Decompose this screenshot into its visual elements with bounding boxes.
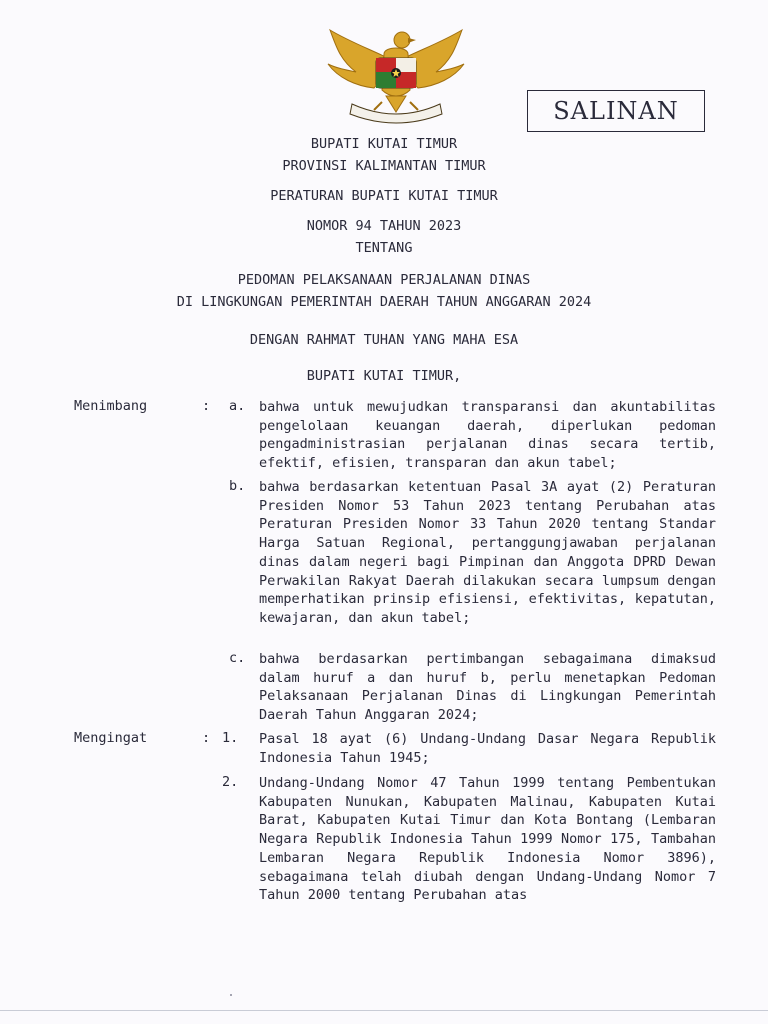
scan-speck <box>230 994 232 996</box>
menimbang-item-b: bahwa berdasarkan ketentuan Pasal 3A ayat (2) Peraturan Presiden Nomor 53 Tahun 2023 tentang Perubahan atas Peraturan Presiden Nomor 33 Tahun 2020 tentang Standar Harga Satuan Regional, pertanggungjawaban perjalanan dinas dalam negeri bagi Pimpinan dan Anggota DPRD Dewan Perwakilan Rakyat Daerah dilakukan secara lumpsum dengan memperhatikan prinsip efisiensi, efektivitas, kepatutan, kewajaran, dan akun tabel; <box>259 479 716 626</box>
mengingat-label: Mengingat <box>74 730 148 746</box>
regulation-tentang: TENTANG <box>355 240 413 256</box>
mengingat-colon: : <box>202 730 211 746</box>
menimbang-item-a: bahwa untuk mewujudkan transparansi dan akuntabilitas pengelolaan keuangan daerah, diperlukan pedoman pengadministrasian perjalanan dinas secara tertib, efektif, efisien, transparan dan akun tabel; <box>259 399 716 472</box>
menimbang-item-c: bahwa berdasarkan pertimbangan sebagaimana dimaksud dalam huruf a dan huruf b, perlu menetapkan Pedoman Pelaksanaan Perjalanan Dinas di Lingkungan Pemerintah Daerah Tahun Anggaran 2024; <box>259 651 716 724</box>
official-title: BUPATI KUTAI TIMUR, <box>306 368 462 384</box>
menimbang-marker-b: b. <box>229 478 246 494</box>
menimbang-label: Menimbang <box>74 398 148 414</box>
regulation-subject-line1: PEDOMAN PELAKSANAAN PERJALANAN DINAS <box>237 272 531 288</box>
regulation-title: PERATURAN BUPATI KUTAI TIMUR <box>270 188 498 204</box>
mengingat-marker-2: 2. <box>222 774 239 790</box>
header-regent: BUPATI KUTAI TIMUR <box>310 136 458 152</box>
menimbang-marker-a: a. <box>229 398 246 414</box>
scan-edge-divider <box>0 1010 768 1011</box>
invocation: DENGAN RAHMAT TUHAN YANG MAHA ESA <box>249 332 519 348</box>
garuda-emblem-icon <box>322 20 470 126</box>
mengingat-item-1: Pasal 18 ayat (6) Undang-Undang Dasar Negara Republik Indonesia Tahun 1945; <box>259 731 716 766</box>
mengingat-marker-1: 1. <box>222 730 239 746</box>
regulation-subject-line2: DI LINGKUNGAN PEMERINTAH DAERAH TAHUN ANGGARAN 2024 <box>176 294 592 310</box>
menimbang-colon: : <box>202 398 211 414</box>
mengingat-item-2: Undang-Undang Nomor 47 Tahun 1999 tentang Pembentukan Kabupaten Nunukan, Kabupaten Malinau, Kabupaten Kutai Barat, Kabupaten Kutai Timur dan Kota Bontang (Lembaran Negara Republik Indonesia Tahun 1999 Nomor 175, Tambahan Lembaran Negara Republik Indonesia Nomor 3896), sebagaimana telah diubah dengan Undang-Undang Nomor 7 Tahun 2000 tentang Perubahan atas <box>259 775 716 904</box>
menimbang-marker-c: c. <box>229 650 246 666</box>
regulation-number: NOMOR 94 TAHUN 2023 <box>306 218 462 234</box>
header-province: PROVINSI KALIMANTAN TIMUR <box>282 158 486 174</box>
salinan-stamp: SALINAN <box>527 90 705 132</box>
